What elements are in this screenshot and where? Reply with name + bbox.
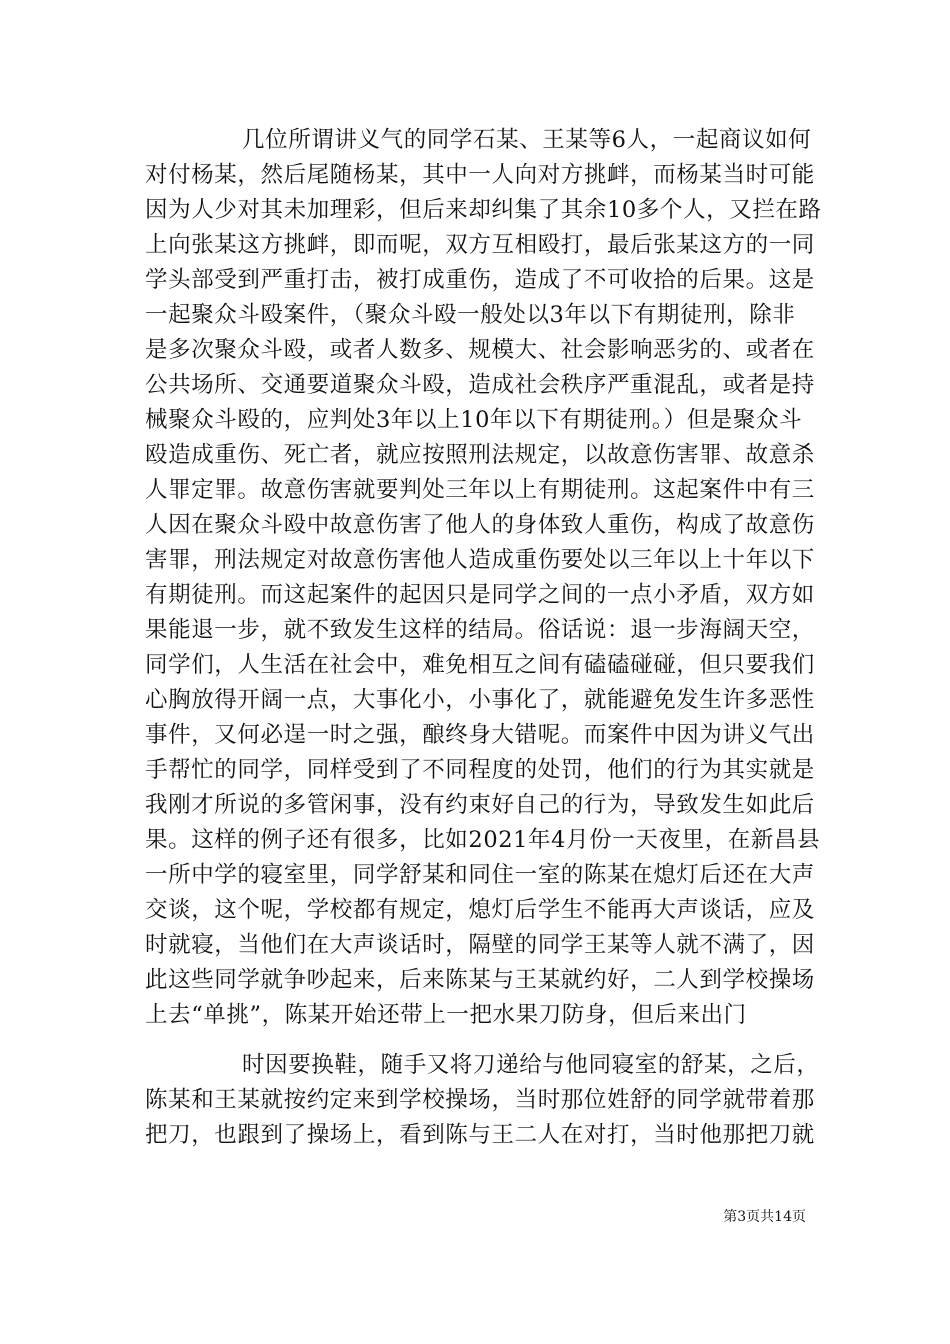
text-line: 果。这样的例子还有很多，比如2021年4月份一天夜里，在新昌县 bbox=[145, 827, 821, 853]
text-line: 因为人少对其未加理彩，但后来却纠集了其余10多个人，又拦在路 bbox=[145, 197, 822, 223]
page-number-footer: 第3页共14页 bbox=[723, 1209, 806, 1225]
text-line: 一起聚众斗殴案件，（聚众斗殴一般处以3年以下有期徒刑，除非 bbox=[145, 302, 796, 328]
text-line: 殴造成重伤、死亡者，就应按照刑法规定，以故意伤害罪、故意杀 bbox=[145, 442, 815, 468]
text-line: 同学们，人生活在社会中，难免相互之间有磕磕碰碰，但只要我们 bbox=[145, 652, 815, 678]
text-line: 时就寝，当他们在大声谈话时，隔壁的同学王某等人就不满了，因 bbox=[145, 932, 815, 958]
text-line: 学头部受到严重打击，被打成重伤，造成了不可收拾的后果。这是 bbox=[145, 267, 815, 293]
text-line: 械聚众斗殴的，应判处3年以上10年以下有期徒刑。）但是聚众斗 bbox=[145, 407, 803, 433]
text-line: 陈某和王某就按约定来到学校操场，当时那位姓舒的同学就带着那 bbox=[145, 1087, 815, 1113]
text-line: 几位所谓讲义气的同学石某、王某等6人，一起商议如何 bbox=[242, 127, 812, 153]
text-line: 把刀，也跟到了操场上，看到陈与王二人在对打，当时他那把刀就 bbox=[145, 1122, 815, 1148]
text-line: 有期徒刑。而这起案件的起因只是同学之间的一点小矛盾，双方如 bbox=[145, 582, 815, 608]
text-line: 上向张某这方挑衅，即而呢，双方互相殴打，最后张某这方的一同 bbox=[145, 232, 815, 258]
text-line: 人因在聚众斗殴中故意伤害了他人的身体致人重伤，构成了故意伤 bbox=[145, 512, 815, 538]
text-line: 手帮忙的同学，同样受到了不同程度的处罚，他们的行为其实就是 bbox=[145, 757, 815, 783]
text-line: 对付杨某，然后尾随杨某，其中一人向对方挑衅，而杨某当时可能 bbox=[145, 162, 815, 188]
text-line: 交谈，这个呢，学校都有规定，熄灯后学生不能再大声谈话，应及 bbox=[145, 897, 815, 923]
text-line: 心胸放得开阔一点，大事化小，小事化了，就能避免发生许多恶性 bbox=[145, 687, 815, 713]
text-line: 上去“单挑”，陈某开始还带上一把水果刀防身，但后来出门 bbox=[145, 1002, 747, 1028]
text-line: 是多次聚众斗殴，或者人数多、规模大、社会影响恶劣的、或者在 bbox=[145, 337, 815, 363]
text-line: 公共场所、交通要道聚众斗殴，造成社会秩序严重混乱，或者是持 bbox=[145, 372, 815, 398]
text-line: 一所中学的寝室里，同学舒某和同住一室的陈某在熄灯后还在大声 bbox=[145, 862, 815, 888]
text-line: 时因要换鞋，随手又将刀递给与他同寝室的舒某，之后， bbox=[242, 1052, 820, 1078]
text-line: 此这些同学就争吵起来，后来陈某与王某就约好，二人到学校操场 bbox=[145, 967, 815, 993]
text-line: 我刚才所说的多管闲事，没有约束好自己的行为，导致发生如此后 bbox=[145, 792, 815, 818]
text-line: 事件，又何必逞一时之强，酿终身大错呢。而案件中因为讲义气出 bbox=[145, 722, 815, 748]
text-line: 害罪，刑法规定对故意伤害他人造成重伤要处以三年以上十年以下 bbox=[145, 547, 815, 573]
text-line: 果能退一步，就不致发生这样的结局。俗话说：退一步海阔天空， bbox=[145, 617, 815, 643]
text-line: 人罪定罪。故意伤害就要判处三年以上有期徒刑。这起案件中有三 bbox=[145, 477, 815, 503]
